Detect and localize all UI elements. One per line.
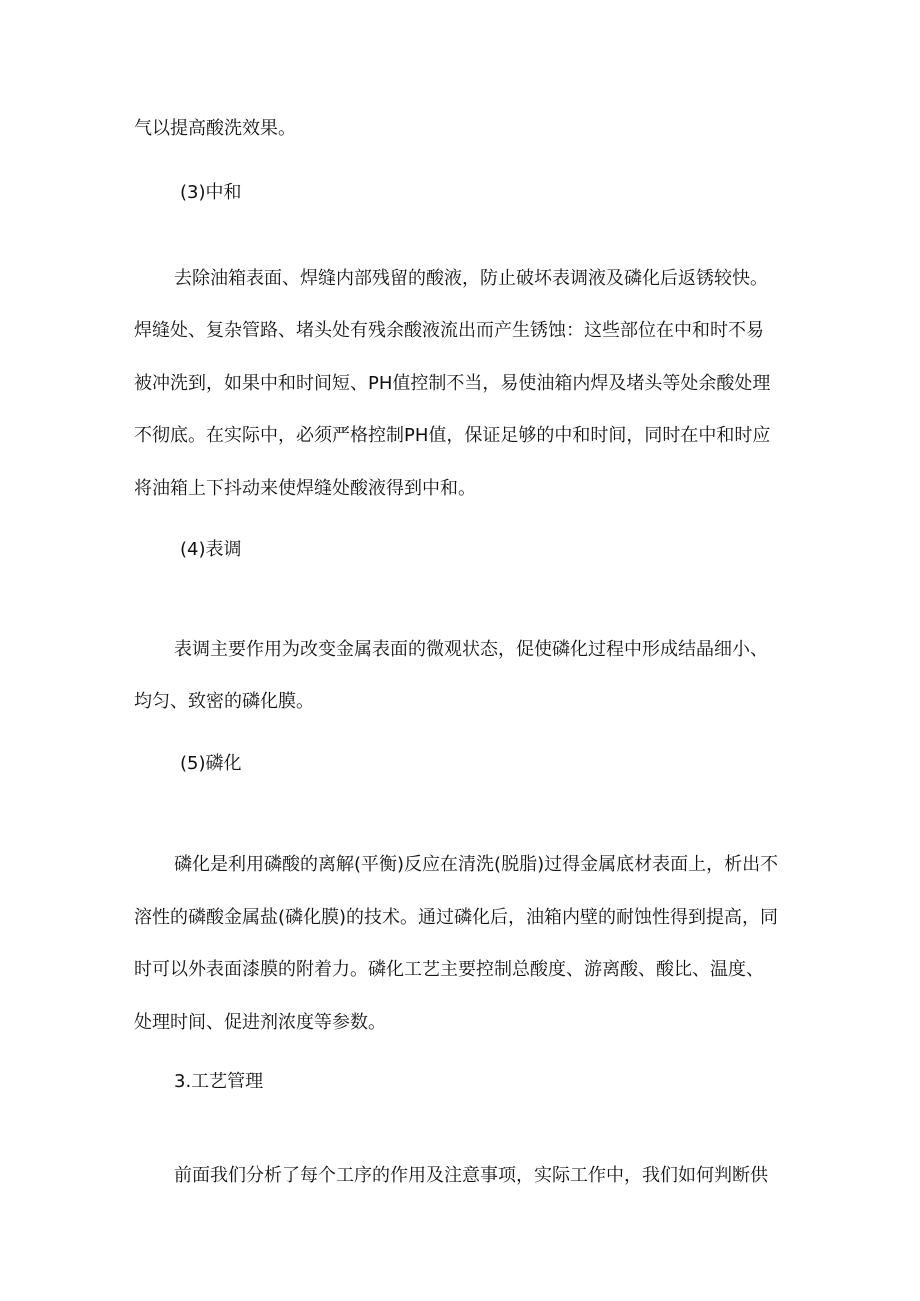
section-heading: 3.工艺管理 — [174, 1071, 264, 1092]
heading-surface-conditioning: (4)表调 — [180, 539, 242, 560]
paragraph-line: 时可以外表面漆膜的附着力。磷化工艺主要控制总酸度、游离酸、酸比、温度、 — [134, 959, 764, 980]
paragraph-line: 磷化是利用磷酸的离解(平衡)反应在清洗(脱脂)过得金属底材表面上，析出不 — [174, 854, 779, 875]
paragraph-line: 前面我们分析了每个工序的作用及注意事项，实际工作中，我们如何判断供 — [174, 1165, 768, 1186]
paragraph-line: 将油箱上下抖动来使焊缝处酸液得到中和。 — [134, 478, 476, 499]
paragraph-line: 焊缝处、复杂管路、堵头处有残余酸液流出而产生锈蚀：这些部位在中和时不易 — [134, 320, 764, 341]
paragraph-line: 不彻底。在实际中，必须严格控制PH值，保证足够的中和时间，同时在中和时应 — [134, 425, 771, 446]
paragraph-line: 均匀、致密的磷化膜。 — [134, 691, 314, 712]
paragraph-line: 气以提高酸洗效果。 — [134, 118, 296, 139]
heading-neutralize: (3)中和 — [180, 182, 242, 203]
paragraph-line: 被冲洗到，如果中和时间短、PH值控制不当，易使油箱内焊及堵头等处余酸处理 — [134, 373, 771, 394]
paragraph-line: 处理时间、促进剂浓度等参数。 — [134, 1012, 386, 1033]
paragraph-line: 溶性的磷酸金属盐(磷化膜)的技术。通过磷化后，油箱内壁的耐蚀性得到提高，同 — [134, 907, 779, 928]
paragraph-line: 表调主要作用为改变金属表面的微观状态，促使磷化过程中形成结晶细小、 — [174, 639, 768, 660]
paragraph-line: 去除油箱表面、焊缝内部残留的酸液，防止破坏表调液及磷化后返锈较快。 — [174, 268, 768, 289]
heading-phosphating: (5)磷化 — [180, 753, 242, 774]
